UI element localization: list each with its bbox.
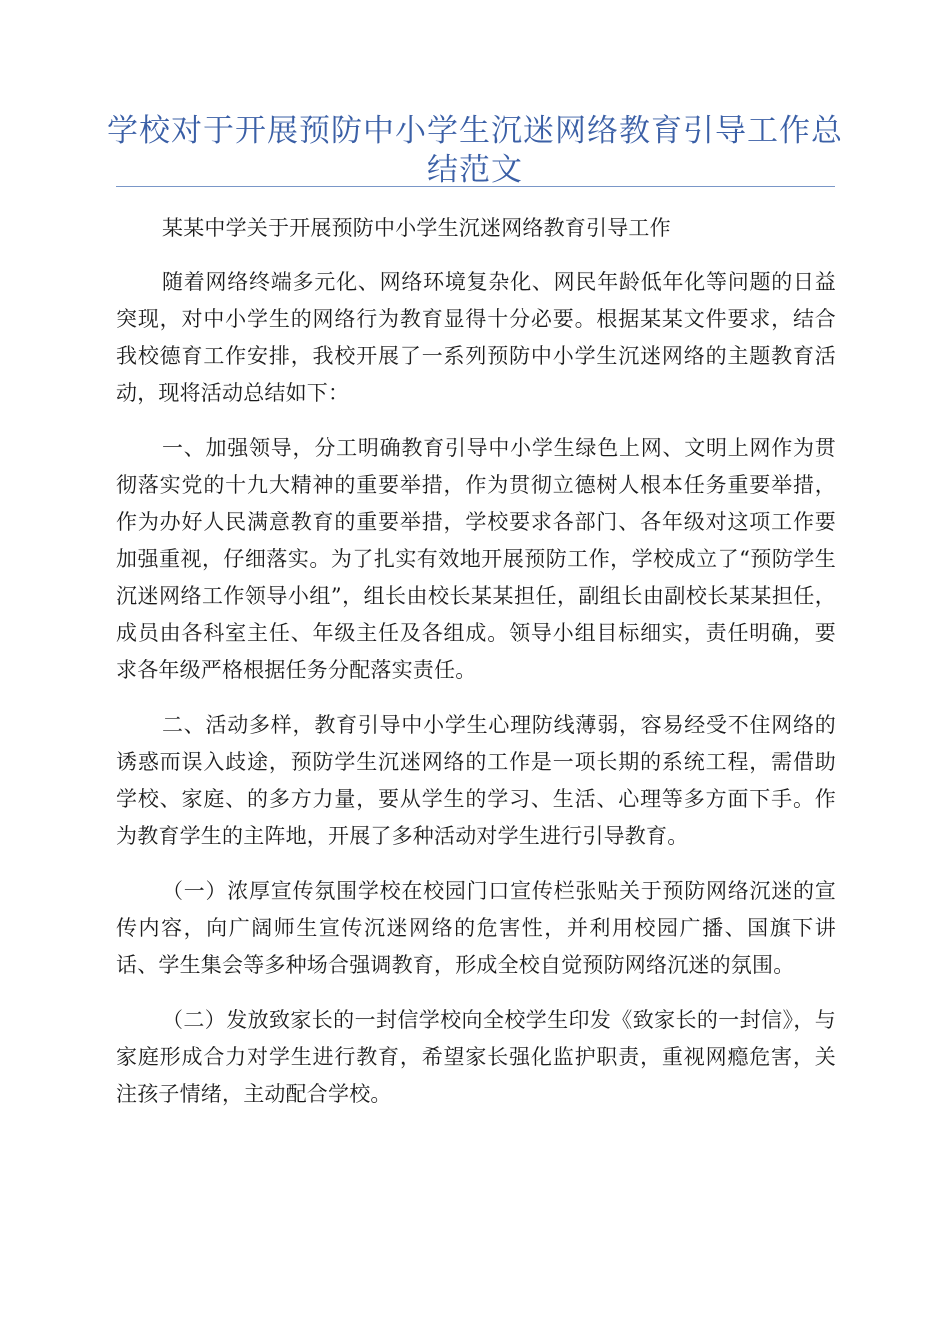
paragraph-intro: 随着网络终端多元化、网络环境复杂化、网民年龄低年化等问题的日益突现，对中小学生的网络行为教育显得十分必要。根据某某文件要求，结合我校德育工作安排，我校开展了一系列预防中小学生沉迷网络的主题教育活动，现将活动总结如下： (116, 270, 836, 405)
title-divider (116, 186, 835, 187)
paragraph-section-one: 一、加强领导，分工明确教育引导中小学生绿色上网、文明上网作为贯彻落实党的十九大精神的重要举措，作为贯彻立德树人根本任务重要举措，作为办好人民满意教育的重要举措，学校要求各部门、各年级对这项工作要加强重视，仔细落实。为了扎实有效地开展预防工作，学校成立了“预防学生沉迷网络工作领导小组”，组长由校长某某担任，副组长由副校长某某担任，成员由各科室主任、年级主任及各组成。领导小组目标细实，责任明确，要求各年级严格根据任务分配落实责任。 (116, 436, 836, 682)
document-body (116, 210, 836, 1131)
paragraph-section-two: 二、活动多样，教育引导中小学生心理防线薄弱，容易经受不住网络的诱惑而误入歧途，预防学生沉迷网络的工作是一项长期的系统工程，需借助学校、家庭、的多方力量，要从学生的学习、生活、心理等多方面下手。作为教育学生的主阵地，开展了多种活动对学生进行引导教育。 (116, 713, 836, 848)
paragraph-subsection-two: （二）发放致家长的一封信学校向全校学生印发《致家长的一封信》，与家庭形成合力对学生进行教育，希望家长强化监护职责，重视网瘾危害，关注孩子情绪，主动配合学校。 (116, 1008, 836, 1106)
paragraph-subsection-one: （一）浓厚宣传氛围学校在校园门口宣传栏张贴关于预防网络沉迷的宣传内容，向广阔师生宣传沉迷网络的危害性，并利用校园广播、国旗下讲话、学生集会等多种场合强调教育，形成全校自觉预防网络沉迷的氛围。 (116, 879, 836, 977)
paragraph-heading-line: 某某中学关于开展预防中小学生沉迷网络教育引导工作 (162, 216, 671, 240)
document-title: 学校对于开展预防中小学生沉迷网络教育引导工作总结范文 (107, 113, 843, 188)
